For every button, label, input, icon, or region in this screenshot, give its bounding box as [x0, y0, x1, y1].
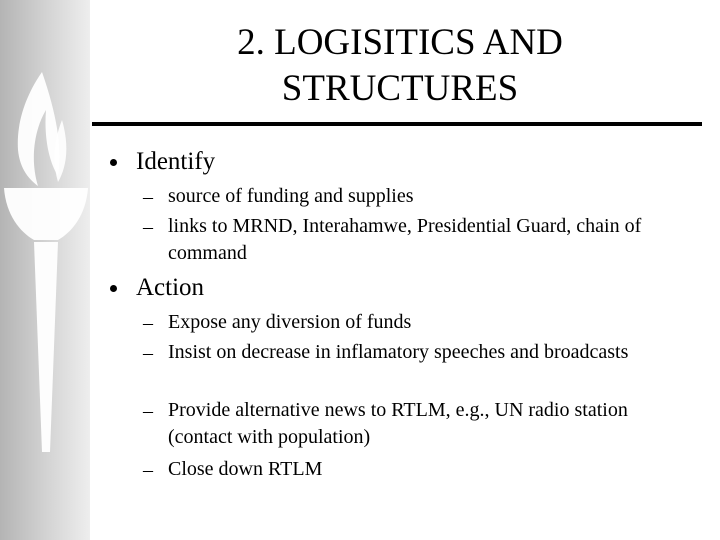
slide-title-line1: 2. LOGISITICS AND [237, 22, 563, 63]
torch-icon [0, 0, 90, 540]
sub-item-text: Insist on decrease in inflamatory speeches and broadcasts [168, 341, 629, 363]
sub-item-text: Expose any diversion of funds [168, 311, 412, 333]
bullet-dot-icon [110, 159, 117, 166]
title-divider [92, 122, 702, 126]
dash-icon: – [143, 216, 153, 238]
sidebar-background [0, 0, 90, 540]
dash-icon: – [143, 312, 153, 334]
bullet-label: Identify [136, 148, 216, 175]
bullet-dot-icon [110, 285, 117, 292]
dash-icon: – [143, 186, 153, 208]
slide-title-line2: STRUCTURES [281, 68, 519, 109]
sub-item-text: Provide alternative news to RTLM, e.g., UN radio station (contact with population) [168, 399, 628, 448]
sub-item-text: source of funding and supplies [168, 185, 414, 207]
sub-item-text: links to MRND, Interahamwe, Presidential Guard, chain of command [168, 215, 642, 264]
dash-icon: – [143, 400, 153, 422]
slide-title [100, 20, 700, 112]
dash-icon: – [143, 459, 153, 481]
bullet-label: Action [136, 274, 205, 301]
dash-icon: – [143, 342, 153, 364]
sub-item-text: Close down RTLM [168, 458, 323, 480]
